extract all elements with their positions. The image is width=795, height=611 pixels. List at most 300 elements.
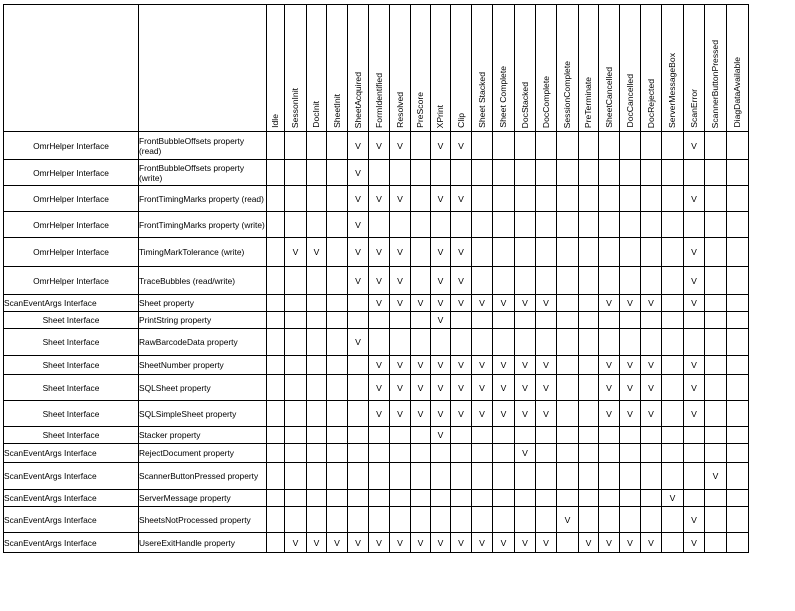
member-cell: RawBarcodeData property bbox=[139, 329, 267, 356]
check-mark-cell: V bbox=[431, 267, 451, 295]
column-header bbox=[327, 5, 348, 132]
empty-cell bbox=[411, 186, 431, 212]
empty-cell bbox=[327, 267, 348, 295]
empty-cell bbox=[267, 533, 285, 553]
check-mark-cell: V bbox=[431, 186, 451, 212]
empty-cell bbox=[348, 463, 369, 490]
empty-cell bbox=[390, 444, 411, 463]
column-header bbox=[307, 5, 327, 132]
empty-cell bbox=[579, 490, 599, 507]
empty-cell bbox=[620, 267, 641, 295]
empty-cell bbox=[705, 312, 727, 329]
empty-cell bbox=[451, 427, 472, 444]
empty-cell bbox=[599, 490, 620, 507]
empty-cell bbox=[493, 238, 515, 267]
empty-cell bbox=[327, 212, 348, 238]
check-mark-cell: V bbox=[662, 490, 684, 507]
check-mark-cell: V bbox=[493, 533, 515, 553]
column-header-label: Sheet Complete bbox=[498, 66, 509, 128]
empty-cell bbox=[662, 375, 684, 401]
empty-cell bbox=[579, 160, 599, 186]
column-header bbox=[267, 5, 285, 132]
empty-cell bbox=[390, 507, 411, 533]
check-mark-cell: V bbox=[472, 295, 493, 312]
empty-cell bbox=[662, 356, 684, 375]
empty-cell bbox=[307, 356, 327, 375]
empty-cell bbox=[327, 295, 348, 312]
empty-cell bbox=[285, 444, 307, 463]
empty-cell bbox=[451, 444, 472, 463]
check-mark-cell: V bbox=[579, 533, 599, 553]
empty-cell bbox=[662, 329, 684, 356]
empty-cell bbox=[472, 132, 493, 160]
empty-cell bbox=[705, 533, 727, 553]
empty-cell bbox=[557, 427, 579, 444]
empty-cell bbox=[515, 238, 536, 267]
empty-cell bbox=[599, 463, 620, 490]
member-cell: RejectDocument property bbox=[139, 444, 267, 463]
check-mark-cell: V bbox=[641, 295, 662, 312]
column-header-label: DocStacked bbox=[519, 81, 530, 128]
empty-cell bbox=[557, 267, 579, 295]
empty-cell bbox=[662, 533, 684, 553]
check-mark-cell: V bbox=[684, 375, 705, 401]
check-mark-cell: V bbox=[348, 160, 369, 186]
interface-cell: Sheet Interface bbox=[4, 312, 139, 329]
empty-cell bbox=[285, 295, 307, 312]
empty-cell bbox=[369, 160, 390, 186]
column-header bbox=[369, 5, 390, 132]
column-header-label: SheetInit bbox=[331, 94, 342, 128]
empty-cell bbox=[472, 312, 493, 329]
column-header-label: DocComplete bbox=[540, 75, 551, 128]
empty-cell bbox=[641, 267, 662, 295]
member-cell: FrontTimingMarks property (read) bbox=[139, 186, 267, 212]
empty-cell bbox=[705, 375, 727, 401]
check-mark-cell: V bbox=[451, 356, 472, 375]
check-mark-cell: V bbox=[641, 533, 662, 553]
column-header bbox=[557, 5, 579, 132]
empty-cell bbox=[579, 329, 599, 356]
check-mark-cell: V bbox=[411, 295, 431, 312]
empty-cell bbox=[369, 212, 390, 238]
interface-cell: OmrHelper Interface bbox=[4, 132, 139, 160]
check-mark-cell: V bbox=[557, 507, 579, 533]
check-mark-cell: V bbox=[431, 427, 451, 444]
empty-cell bbox=[557, 160, 579, 186]
empty-cell bbox=[369, 427, 390, 444]
empty-cell bbox=[705, 212, 727, 238]
interface-cell: OmrHelper Interface bbox=[4, 212, 139, 238]
empty-cell bbox=[307, 375, 327, 401]
empty-cell bbox=[641, 212, 662, 238]
column-header-label: Sheet Stacked bbox=[476, 72, 487, 128]
empty-cell bbox=[493, 312, 515, 329]
empty-cell bbox=[411, 267, 431, 295]
check-mark-cell: V bbox=[348, 329, 369, 356]
empty-cell bbox=[662, 186, 684, 212]
empty-cell bbox=[579, 295, 599, 312]
empty-cell bbox=[662, 444, 684, 463]
empty-cell bbox=[727, 533, 749, 553]
interface-cell: Sheet Interface bbox=[4, 401, 139, 427]
column-header bbox=[451, 5, 472, 132]
empty-cell bbox=[267, 132, 285, 160]
empty-cell bbox=[599, 312, 620, 329]
empty-cell bbox=[285, 132, 307, 160]
interface-cell: Sheet Interface bbox=[4, 329, 139, 356]
empty-cell bbox=[267, 444, 285, 463]
empty-cell bbox=[536, 132, 557, 160]
check-mark-cell: V bbox=[684, 186, 705, 212]
empty-cell bbox=[327, 356, 348, 375]
empty-cell bbox=[472, 427, 493, 444]
empty-cell bbox=[431, 507, 451, 533]
empty-cell bbox=[285, 160, 307, 186]
check-mark-cell: V bbox=[431, 238, 451, 267]
check-mark-cell: V bbox=[411, 356, 431, 375]
empty-cell bbox=[705, 160, 727, 186]
column-header-label: XPrint bbox=[435, 104, 446, 128]
empty-cell bbox=[431, 212, 451, 238]
empty-cell bbox=[579, 312, 599, 329]
empty-cell bbox=[307, 186, 327, 212]
empty-cell bbox=[705, 186, 727, 212]
check-mark-cell: V bbox=[515, 533, 536, 553]
check-mark-cell: V bbox=[369, 401, 390, 427]
check-mark-cell: V bbox=[348, 186, 369, 212]
empty-cell bbox=[493, 160, 515, 186]
empty-cell bbox=[285, 329, 307, 356]
empty-cell bbox=[515, 329, 536, 356]
check-mark-cell: V bbox=[684, 267, 705, 295]
interface-cell: ScanEventArgs Interface bbox=[4, 533, 139, 553]
interface-cell: OmrHelper Interface bbox=[4, 160, 139, 186]
empty-cell bbox=[390, 463, 411, 490]
member-cell: TraceBubbles (read/write) bbox=[139, 267, 267, 295]
check-mark-cell: V bbox=[431, 132, 451, 160]
empty-cell bbox=[641, 312, 662, 329]
empty-cell bbox=[727, 238, 749, 267]
empty-cell bbox=[348, 295, 369, 312]
check-mark-cell: V bbox=[431, 533, 451, 553]
check-mark-cell: V bbox=[369, 295, 390, 312]
empty-cell bbox=[536, 186, 557, 212]
empty-cell bbox=[515, 463, 536, 490]
empty-cell bbox=[557, 490, 579, 507]
empty-cell bbox=[684, 427, 705, 444]
empty-cell bbox=[285, 312, 307, 329]
empty-cell bbox=[472, 238, 493, 267]
empty-cell bbox=[307, 295, 327, 312]
empty-cell bbox=[620, 463, 641, 490]
column-header bbox=[348, 5, 369, 132]
empty-cell bbox=[662, 238, 684, 267]
empty-cell bbox=[599, 507, 620, 533]
table-row bbox=[4, 186, 749, 212]
table-row bbox=[4, 132, 749, 160]
empty-cell bbox=[390, 329, 411, 356]
empty-cell bbox=[431, 490, 451, 507]
empty-cell bbox=[662, 427, 684, 444]
check-mark-cell: V bbox=[390, 401, 411, 427]
empty-cell bbox=[579, 267, 599, 295]
check-mark-cell: V bbox=[536, 375, 557, 401]
empty-cell bbox=[727, 295, 749, 312]
interface-cell: ScanEventArgs Interface bbox=[4, 507, 139, 533]
empty-cell bbox=[727, 507, 749, 533]
empty-cell bbox=[727, 312, 749, 329]
column-header-label: DocInit bbox=[311, 101, 322, 128]
column-header-label: PreTerminate bbox=[583, 76, 594, 128]
empty-cell bbox=[267, 186, 285, 212]
empty-cell bbox=[641, 427, 662, 444]
check-mark-cell: V bbox=[369, 132, 390, 160]
empty-cell bbox=[431, 463, 451, 490]
table-row bbox=[4, 312, 749, 329]
check-mark-cell: V bbox=[536, 295, 557, 312]
empty-cell bbox=[472, 160, 493, 186]
check-mark-cell: V bbox=[451, 186, 472, 212]
interface-cell: Sheet Interface bbox=[4, 356, 139, 375]
check-mark-cell: V bbox=[684, 132, 705, 160]
header-row bbox=[4, 5, 749, 132]
check-mark-cell: V bbox=[451, 267, 472, 295]
empty-cell bbox=[390, 490, 411, 507]
column-header-label: DiagDataAvailable bbox=[732, 57, 743, 128]
column-header bbox=[493, 5, 515, 132]
empty-cell bbox=[579, 507, 599, 533]
empty-cell bbox=[348, 401, 369, 427]
check-mark-cell: V bbox=[348, 132, 369, 160]
empty-cell bbox=[515, 186, 536, 212]
empty-cell bbox=[267, 267, 285, 295]
empty-cell bbox=[557, 463, 579, 490]
empty-cell bbox=[727, 267, 749, 295]
empty-cell bbox=[641, 238, 662, 267]
empty-cell bbox=[267, 401, 285, 427]
column-header-label: SheetAcquired bbox=[352, 71, 363, 128]
state-matrix-table bbox=[3, 4, 749, 553]
empty-cell bbox=[705, 238, 727, 267]
column-header bbox=[620, 5, 641, 132]
empty-cell bbox=[536, 267, 557, 295]
empty-cell bbox=[451, 312, 472, 329]
empty-cell bbox=[411, 212, 431, 238]
column-header bbox=[536, 5, 557, 132]
empty-cell bbox=[267, 212, 285, 238]
table-row bbox=[4, 238, 749, 267]
empty-cell bbox=[493, 507, 515, 533]
empty-cell bbox=[599, 212, 620, 238]
empty-cell bbox=[620, 427, 641, 444]
empty-cell bbox=[369, 329, 390, 356]
empty-cell bbox=[390, 427, 411, 444]
empty-cell bbox=[557, 238, 579, 267]
column-header-label: SessionComplete bbox=[562, 60, 573, 128]
empty-cell bbox=[684, 329, 705, 356]
check-mark-cell: V bbox=[599, 375, 620, 401]
empty-cell bbox=[727, 427, 749, 444]
check-mark-cell: V bbox=[472, 533, 493, 553]
empty-cell bbox=[579, 427, 599, 444]
table-row bbox=[4, 463, 749, 490]
empty-cell bbox=[557, 329, 579, 356]
empty-cell bbox=[515, 132, 536, 160]
empty-cell bbox=[557, 375, 579, 401]
empty-cell bbox=[515, 160, 536, 186]
check-mark-cell: V bbox=[390, 267, 411, 295]
empty-cell bbox=[369, 507, 390, 533]
check-mark-cell: V bbox=[641, 401, 662, 427]
check-mark-cell: V bbox=[348, 533, 369, 553]
empty-cell bbox=[327, 312, 348, 329]
check-mark-cell: V bbox=[641, 375, 662, 401]
check-mark-cell: V bbox=[348, 267, 369, 295]
check-mark-cell: V bbox=[369, 533, 390, 553]
check-mark-cell: V bbox=[684, 356, 705, 375]
table-row bbox=[4, 401, 749, 427]
empty-cell bbox=[411, 444, 431, 463]
empty-cell bbox=[599, 329, 620, 356]
check-mark-cell: V bbox=[599, 356, 620, 375]
empty-cell bbox=[727, 212, 749, 238]
empty-cell bbox=[411, 312, 431, 329]
empty-cell bbox=[285, 507, 307, 533]
check-mark-cell: V bbox=[411, 375, 431, 401]
empty-cell bbox=[327, 329, 348, 356]
empty-cell bbox=[579, 444, 599, 463]
empty-cell bbox=[515, 312, 536, 329]
check-mark-cell: V bbox=[493, 295, 515, 312]
empty-cell bbox=[390, 160, 411, 186]
empty-cell bbox=[285, 490, 307, 507]
empty-cell bbox=[307, 312, 327, 329]
empty-cell bbox=[285, 186, 307, 212]
check-mark-cell: V bbox=[705, 463, 727, 490]
empty-cell bbox=[411, 329, 431, 356]
empty-cell bbox=[451, 160, 472, 186]
empty-cell bbox=[411, 238, 431, 267]
empty-cell bbox=[327, 160, 348, 186]
check-mark-cell: V bbox=[515, 295, 536, 312]
empty-cell bbox=[285, 375, 307, 401]
check-mark-cell: V bbox=[411, 533, 431, 553]
check-mark-cell: V bbox=[451, 375, 472, 401]
table-row bbox=[4, 267, 749, 295]
empty-cell bbox=[307, 490, 327, 507]
check-mark-cell: V bbox=[536, 401, 557, 427]
empty-cell bbox=[348, 444, 369, 463]
check-mark-cell: V bbox=[599, 295, 620, 312]
empty-cell bbox=[390, 312, 411, 329]
empty-cell bbox=[579, 238, 599, 267]
empty-cell bbox=[267, 295, 285, 312]
table-row bbox=[4, 533, 749, 553]
check-mark-cell: V bbox=[369, 267, 390, 295]
check-mark-cell: V bbox=[327, 533, 348, 553]
empty-cell bbox=[451, 212, 472, 238]
empty-cell bbox=[579, 375, 599, 401]
check-mark-cell: V bbox=[493, 375, 515, 401]
column-header-label: ScannerButtonPressed bbox=[710, 39, 721, 128]
empty-cell bbox=[369, 312, 390, 329]
empty-cell bbox=[472, 507, 493, 533]
member-cell: FrontBubbleOffsets property (write) bbox=[139, 160, 267, 186]
empty-cell bbox=[493, 132, 515, 160]
interface-cell: Sheet Interface bbox=[4, 375, 139, 401]
empty-cell bbox=[493, 329, 515, 356]
empty-cell bbox=[307, 160, 327, 186]
column-header-label: Clip bbox=[455, 113, 466, 128]
empty-cell bbox=[684, 160, 705, 186]
empty-cell bbox=[536, 427, 557, 444]
empty-cell bbox=[705, 444, 727, 463]
empty-cell bbox=[620, 444, 641, 463]
column-header bbox=[411, 5, 431, 132]
empty-cell bbox=[348, 427, 369, 444]
empty-cell bbox=[267, 312, 285, 329]
table-row bbox=[4, 356, 749, 375]
empty-cell bbox=[493, 444, 515, 463]
empty-cell bbox=[705, 356, 727, 375]
empty-cell bbox=[620, 507, 641, 533]
table-row bbox=[4, 329, 749, 356]
empty-cell bbox=[515, 507, 536, 533]
empty-cell bbox=[579, 401, 599, 427]
empty-cell bbox=[267, 329, 285, 356]
empty-cell bbox=[705, 401, 727, 427]
check-mark-cell: V bbox=[369, 375, 390, 401]
check-mark-cell: V bbox=[390, 186, 411, 212]
member-cell: ServerMessage property bbox=[139, 490, 267, 507]
column-header bbox=[390, 5, 411, 132]
column-header-label: Idle bbox=[270, 114, 281, 128]
table-row bbox=[4, 375, 749, 401]
empty-cell bbox=[451, 329, 472, 356]
empty-cell bbox=[727, 186, 749, 212]
column-header bbox=[285, 5, 307, 132]
empty-cell bbox=[369, 444, 390, 463]
empty-cell bbox=[327, 238, 348, 267]
empty-cell bbox=[307, 507, 327, 533]
empty-cell bbox=[684, 444, 705, 463]
empty-cell bbox=[327, 507, 348, 533]
empty-cell bbox=[472, 186, 493, 212]
empty-cell bbox=[641, 507, 662, 533]
empty-cell bbox=[579, 186, 599, 212]
check-mark-cell: V bbox=[515, 444, 536, 463]
empty-cell bbox=[267, 375, 285, 401]
column-header-label: ServerMessageBox bbox=[667, 53, 678, 128]
empty-cell bbox=[285, 427, 307, 444]
empty-cell bbox=[472, 444, 493, 463]
empty-cell bbox=[579, 463, 599, 490]
empty-cell bbox=[307, 212, 327, 238]
empty-cell bbox=[620, 238, 641, 267]
column-header bbox=[599, 5, 620, 132]
empty-cell bbox=[705, 490, 727, 507]
empty-cell bbox=[727, 329, 749, 356]
empty-cell bbox=[662, 507, 684, 533]
column-header bbox=[705, 5, 727, 132]
check-mark-cell: V bbox=[369, 356, 390, 375]
header-corner-cell bbox=[4, 5, 139, 132]
member-cell: ScannerButtonPressed property bbox=[139, 463, 267, 490]
column-header-label: FormIdentified bbox=[373, 73, 384, 128]
check-mark-cell: V bbox=[431, 375, 451, 401]
empty-cell bbox=[285, 212, 307, 238]
